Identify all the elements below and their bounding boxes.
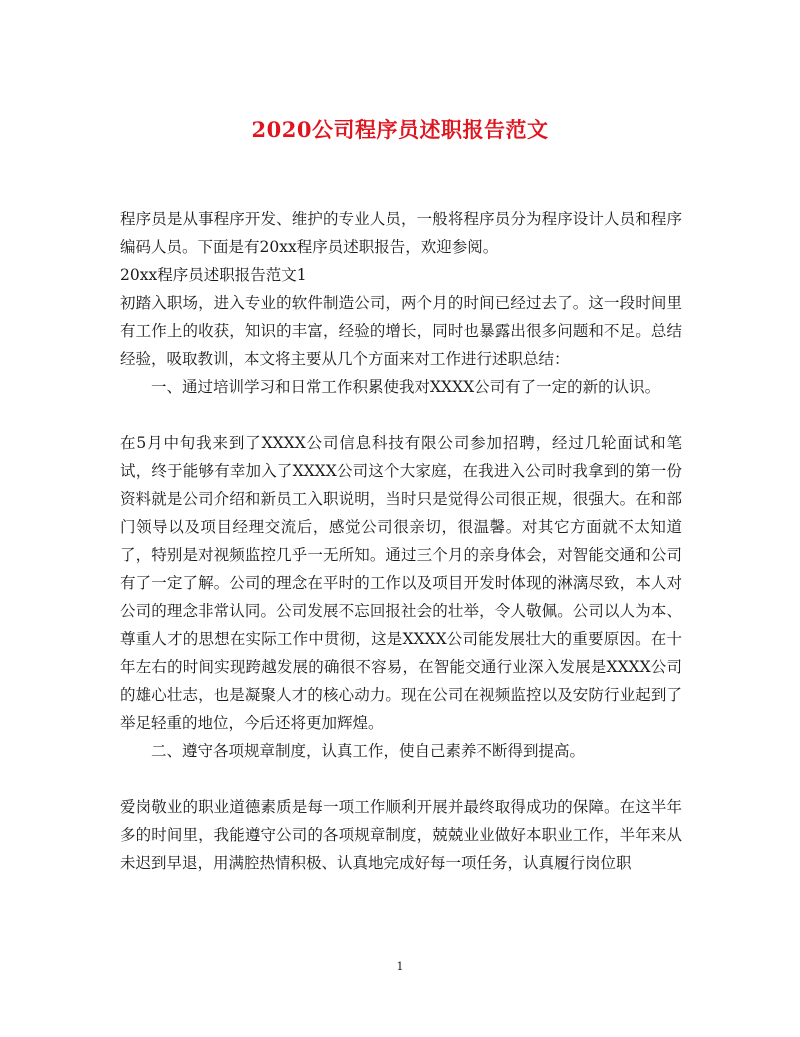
subheading-2: 二、遵守各项规章制度，认真工作，使自己素养不断得到提高。 (151, 742, 586, 760)
document-body (120, 205, 682, 877)
body-paragraph: 初踏入职场，进入专业的软件制造公司，两个月的时间已经过去了。这一段时间里有工作上的收获，知识的丰富，经验的增长，同时也暴露出很多问题和不足。总结经验，吸取教训，本文将主要从几个方面来对工作进行述职总结： (120, 294, 682, 368)
document-title: 2020公司程序员述职报告范文 (251, 117, 549, 142)
intro-paragraph: 程序员是从事程序开发、维护的专业人员，一般将程序员分为程序设计人员和程序编码人员。下面是有20xx程序员述职报告，欢迎参阅。 (120, 210, 682, 256)
spacer (120, 765, 682, 793)
section-heading: 20xx程序员述职报告范文1 (120, 266, 307, 284)
body-paragraph: 在5月中旬我来到了XXXX公司信息科技有限公司参加招聘，经过几轮面试和笔试，终于能够有幸加入了XXXX公司这个大家庭，在我进入公司时我拿到的第一份资料就是公司介绍和新员工入职说明，当时只是觉得公司很正规，很强大。在和部门领导以及项目经理交流后，感觉公司很亲切，很温馨。对其它方面就不太知道了，特别是对视频监控几乎一无所知。通过三个月的亲身体会，对智能交通和公司有了一定了解。公司的理念在平时的工作以及项目开发时体现的淋漓尽致，本人对公司的理念非常认同。公司发展不忘回报社会的壮举，令人敬佩。公司以人为本、尊重人才的思想在实际工作中贯彻，这是XXXX公司能发展壮大的重要原因。在十年左右的时间实现跨越发展的确很不容易，在智能交通行业深入发展是XXXX公司的雄心壮志，也是凝聚人才的核心动力。现在公司在视频监控以及安防行业起到了举足轻重的地位，今后还将更加辉煌。 (120, 434, 682, 732)
body-paragraph: 爱岗敬业的职业道德素质是每一项工作顺利开展并最终取得成功的保障。在这半年多的时间里，我能遵守公司的各项规章制度，兢兢业业做好本职业工作，半年来从未迟到早退，用满腔热情积极、认真地完成好每一项任务，认真履行岗位职 (120, 798, 682, 872)
page-number: 1 (396, 960, 404, 973)
spacer (120, 401, 682, 429)
subheading-1: 一、通过培训学习和日常工作积累使我对XXXX公司有了一定的新的认识。 (151, 378, 661, 396)
